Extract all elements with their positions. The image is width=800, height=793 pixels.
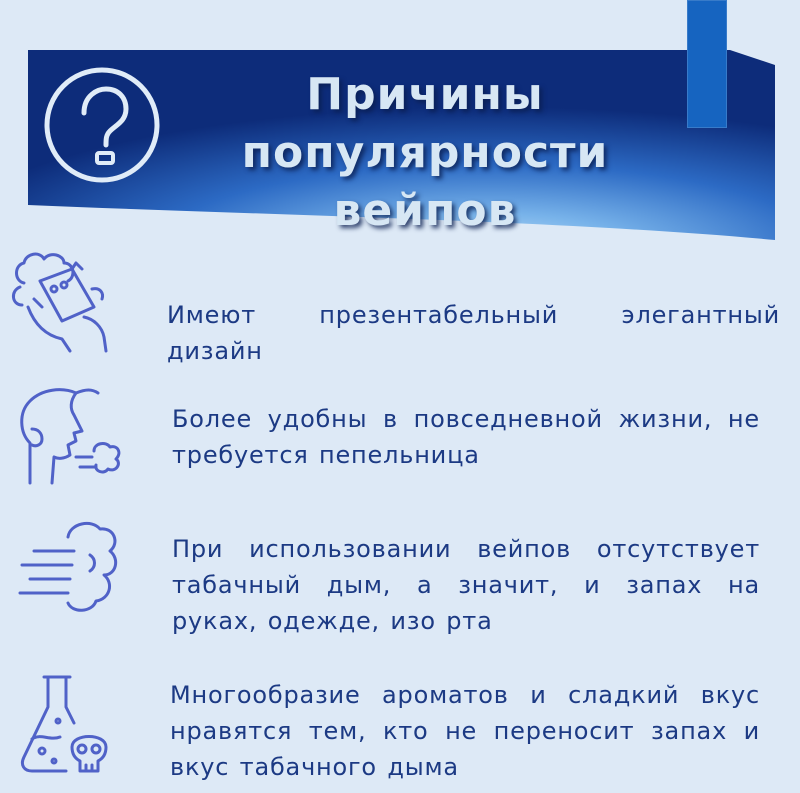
wind-smoke-icon (10, 515, 125, 625)
reason-item (0, 665, 800, 790)
flask-skull-icon (10, 673, 125, 783)
question-circle-icon (40, 63, 164, 187)
reason-text: Более удобны в повседневной жизни, не требуется пепельница (172, 405, 760, 469)
accent-bar (687, 0, 727, 128)
reason-text: При использовании вейпов отсутствует табачный дым, а значит, и запах на руках, одежде, изо рта (172, 535, 760, 635)
reason-text: Многообразие ароматов и сладкий вкус нравятся тем, кто не переносит запах и вкус табачного дыма (170, 681, 760, 781)
reason-text: Имеют презентабельный элегантный дизайн (167, 301, 780, 365)
header-banner (0, 0, 800, 250)
reason-item (0, 245, 800, 370)
person-exhaling-smoke-icon (10, 383, 125, 493)
page-title: Причины популярности вейпов (241, 69, 609, 236)
hand-holding-vape-icon (10, 247, 125, 357)
reason-item (0, 505, 800, 635)
reason-item (0, 375, 800, 500)
